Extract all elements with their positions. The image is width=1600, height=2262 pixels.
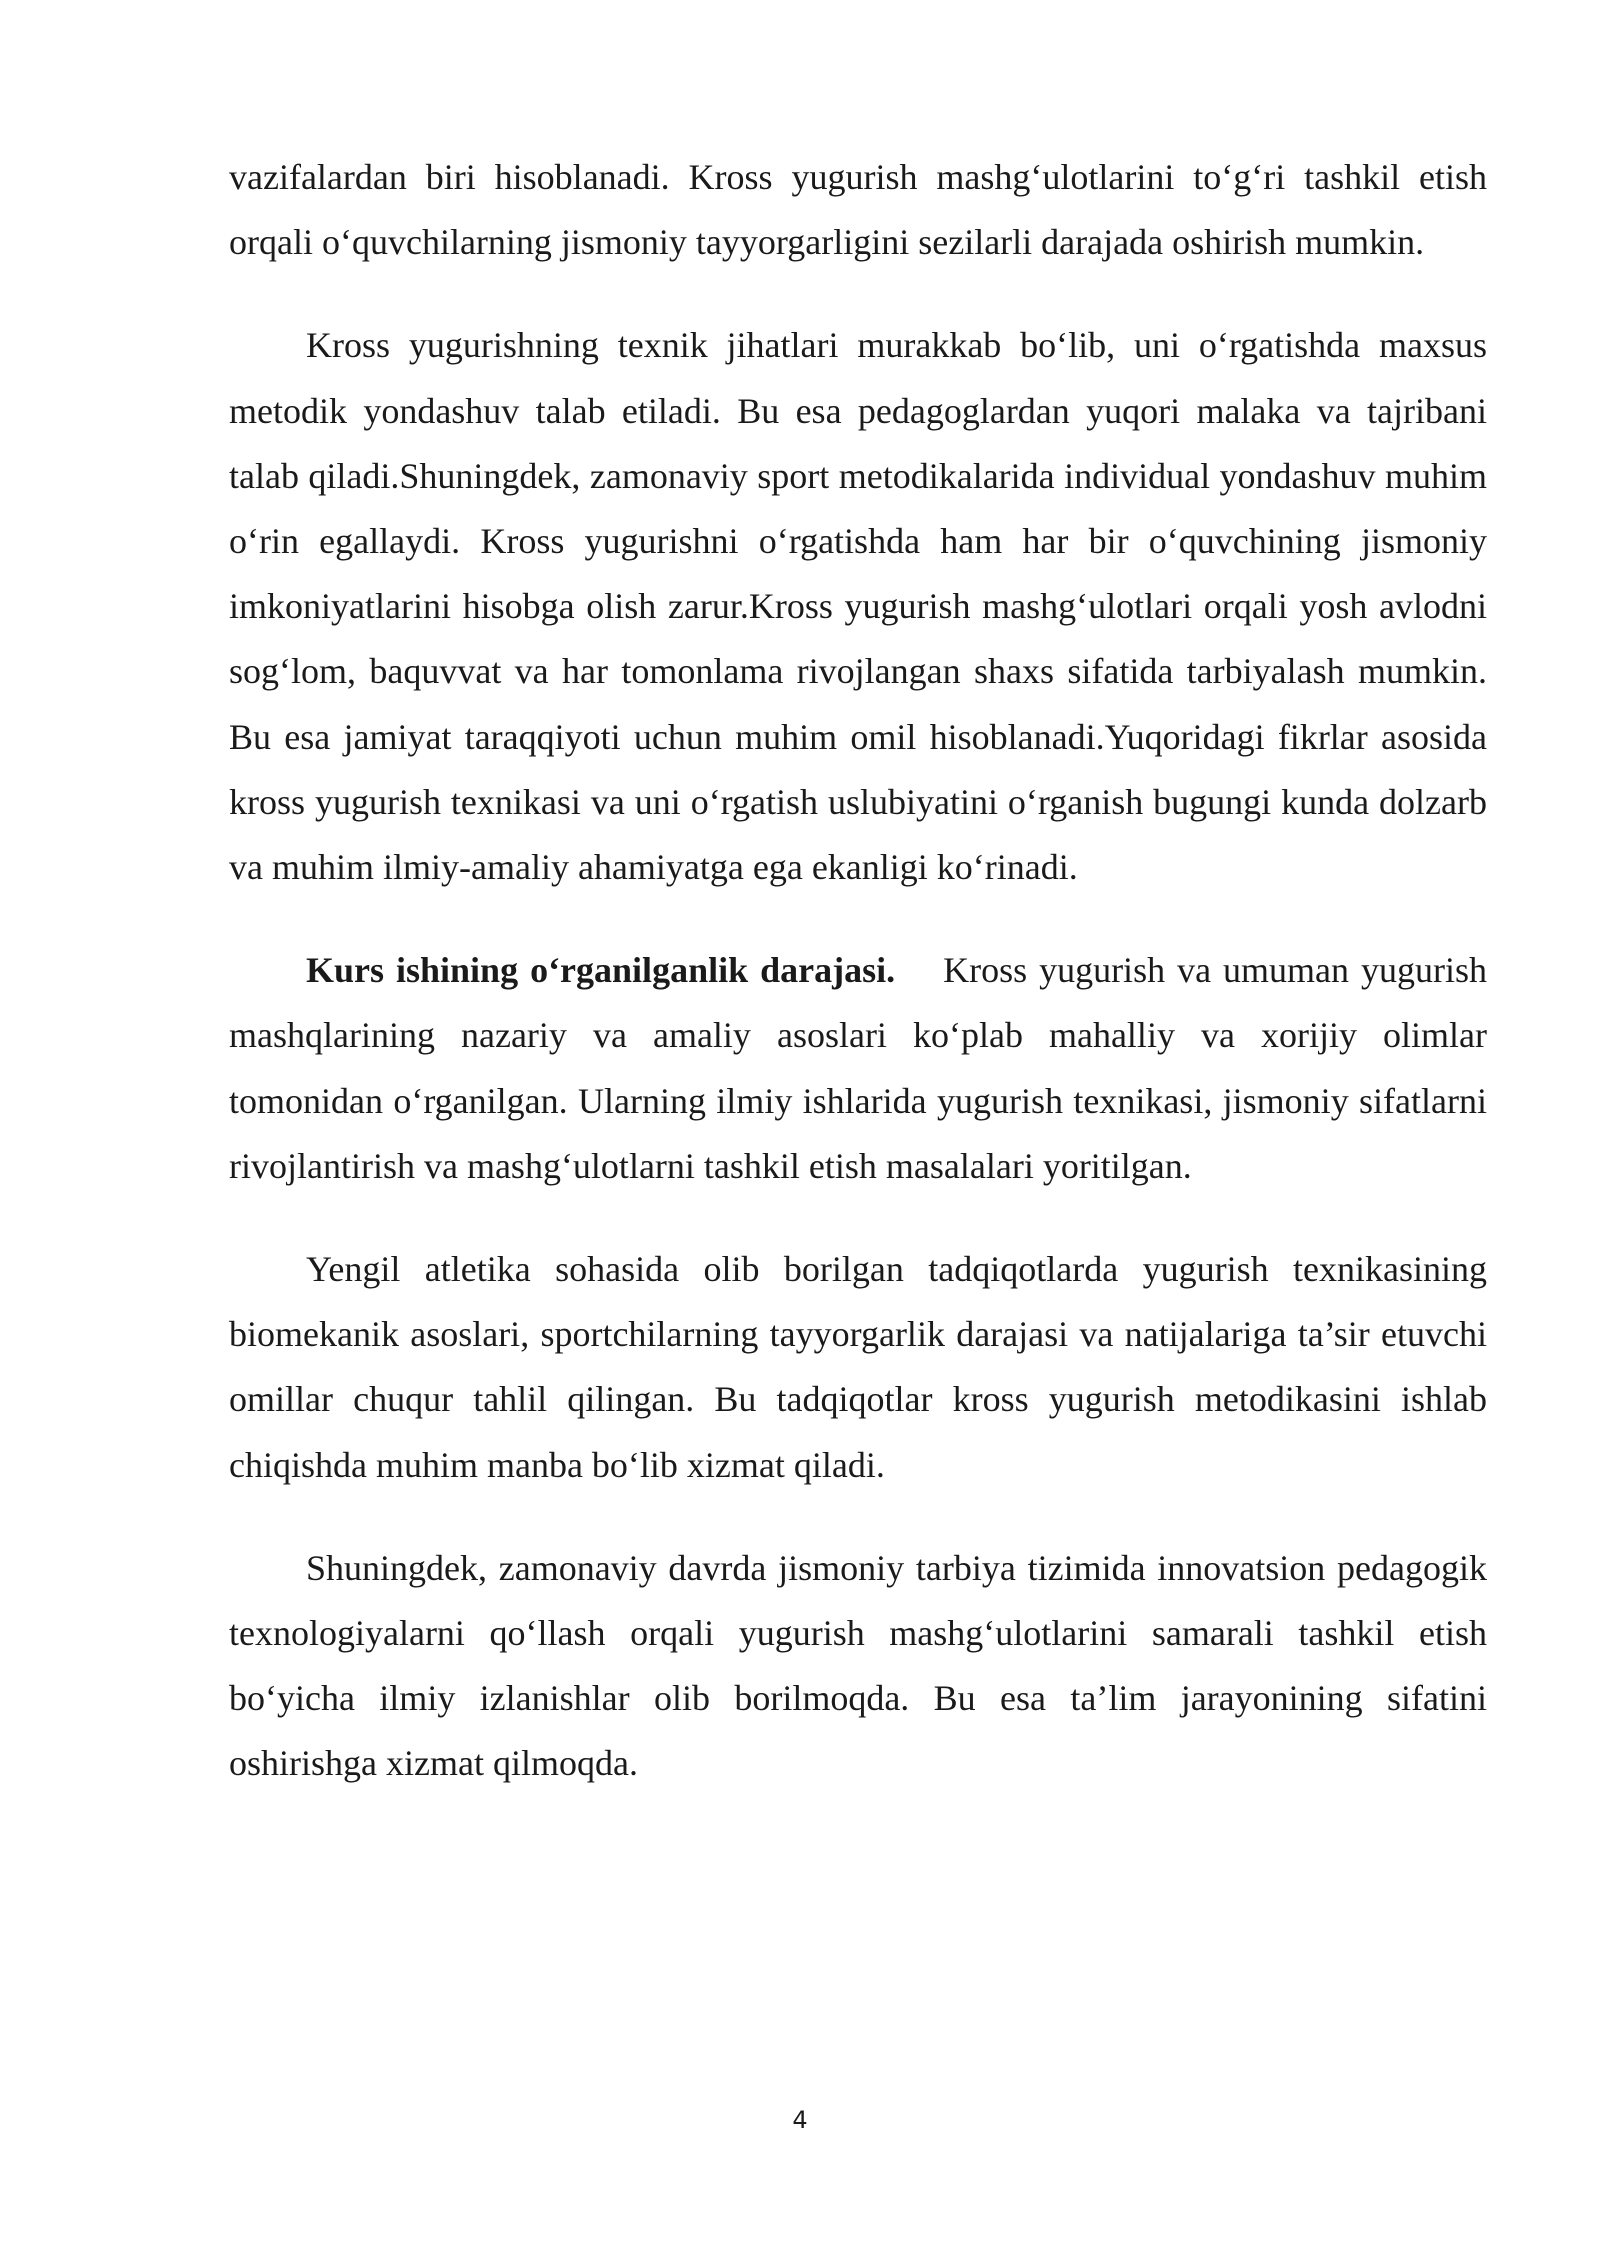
paragraph-continuation bbox=[229, 145, 1487, 275]
paragraph-text: Yengil atletika sohasida olib borilgan tadqiqotlarda yugurish texnikasining biomekanik asoslari, sportchilarning tayyorgarlik darajasi va natijalariga ta’sir etuvchi omillar chuqur tahlil qilingan. Bu tadqiqotlar kross yugurish metodikasini ishlab chiqishda muhim manba bo‘lib xizmat qiladi. bbox=[229, 1249, 1487, 1485]
paragraph-text: vazifalardan biri hisoblanadi. Kross yugurish mashg‘ulotlarini to‘g‘ri tashkil etish orqali o‘quvchilarning jismoniy tayyorgarligini sezilarli darajada oshirish mumkin. bbox=[229, 157, 1487, 263]
page-number: 4 bbox=[792, 2106, 808, 2134]
section-heading: Kurs ishining o‘rganilganlik darajasi. bbox=[306, 950, 896, 991]
paragraph-study-degree bbox=[229, 938, 1487, 1199]
paragraph-innovative-tech bbox=[229, 1536, 1487, 1797]
paragraph-text: Kross yugurishning texnik jihatlari murakkab bo‘lib, uni o‘rgatishda maxsus metodik yondashuv talab etiladi. Bu esa pedagoglardan yuqori malaka va tajribani talab qiladi.Shuningdek, zamonaviy sport metodikalarida individual yondashuv muhim o‘rin egallaydi. Kross yugurishni o‘rgatishda ham har bir o‘quvchining jismoniy imkoniyatlarini hisobga olish zarur.Kross yugurish mashg‘ulotlari orqali yosh avlodni sog‘lom, baquvvat va har tomonlama rivojlangan shaxs sifatida tarbiyalash mumkin. Bu esa jamiyat taraqqiyoti uchun muhim omil hisoblanadi.Yuqoridagi fikrlar asosida kross yugurish texnikasi va uni o‘rgatish uslubiyatini o‘rganish bugungi kunda dolzarb va muhim ilmiy-amaliy ahamiyatga ega ekanligi ko‘rinadi. bbox=[229, 325, 1487, 888]
paragraph-text: Kross yugurish va umuman yugurish mashqlarining nazariy va amaliy asoslari ko‘plab mahalliy va xorijiy olimlar tomonidan o‘rganilgan. Ularning ilmiy ishlarida yugurish texnikasi, jismoniy sifatlarni rivojlantirish va mashg‘ulotlarni tashkil etish masalalari yoritilgan. bbox=[229, 950, 1488, 1186]
paragraph-text: Shuningdek, zamonaviy davrda jismoniy tarbiya tizimida innovatsion pedagogik texnologiyalarni qo‘llash orqali yugurish mashg‘ulotlarini samarali tashkil etish bo‘yicha ilmiy izlanishlar olib borilmoqda. Bu esa ta’lim jarayonining sifatini oshirishga xizmat qilmoqda. bbox=[229, 1547, 1487, 1784]
paragraph-athletics-research bbox=[229, 1237, 1487, 1498]
page-body bbox=[229, 145, 1487, 1835]
paragraph-technical-aspects bbox=[229, 313, 1487, 900]
